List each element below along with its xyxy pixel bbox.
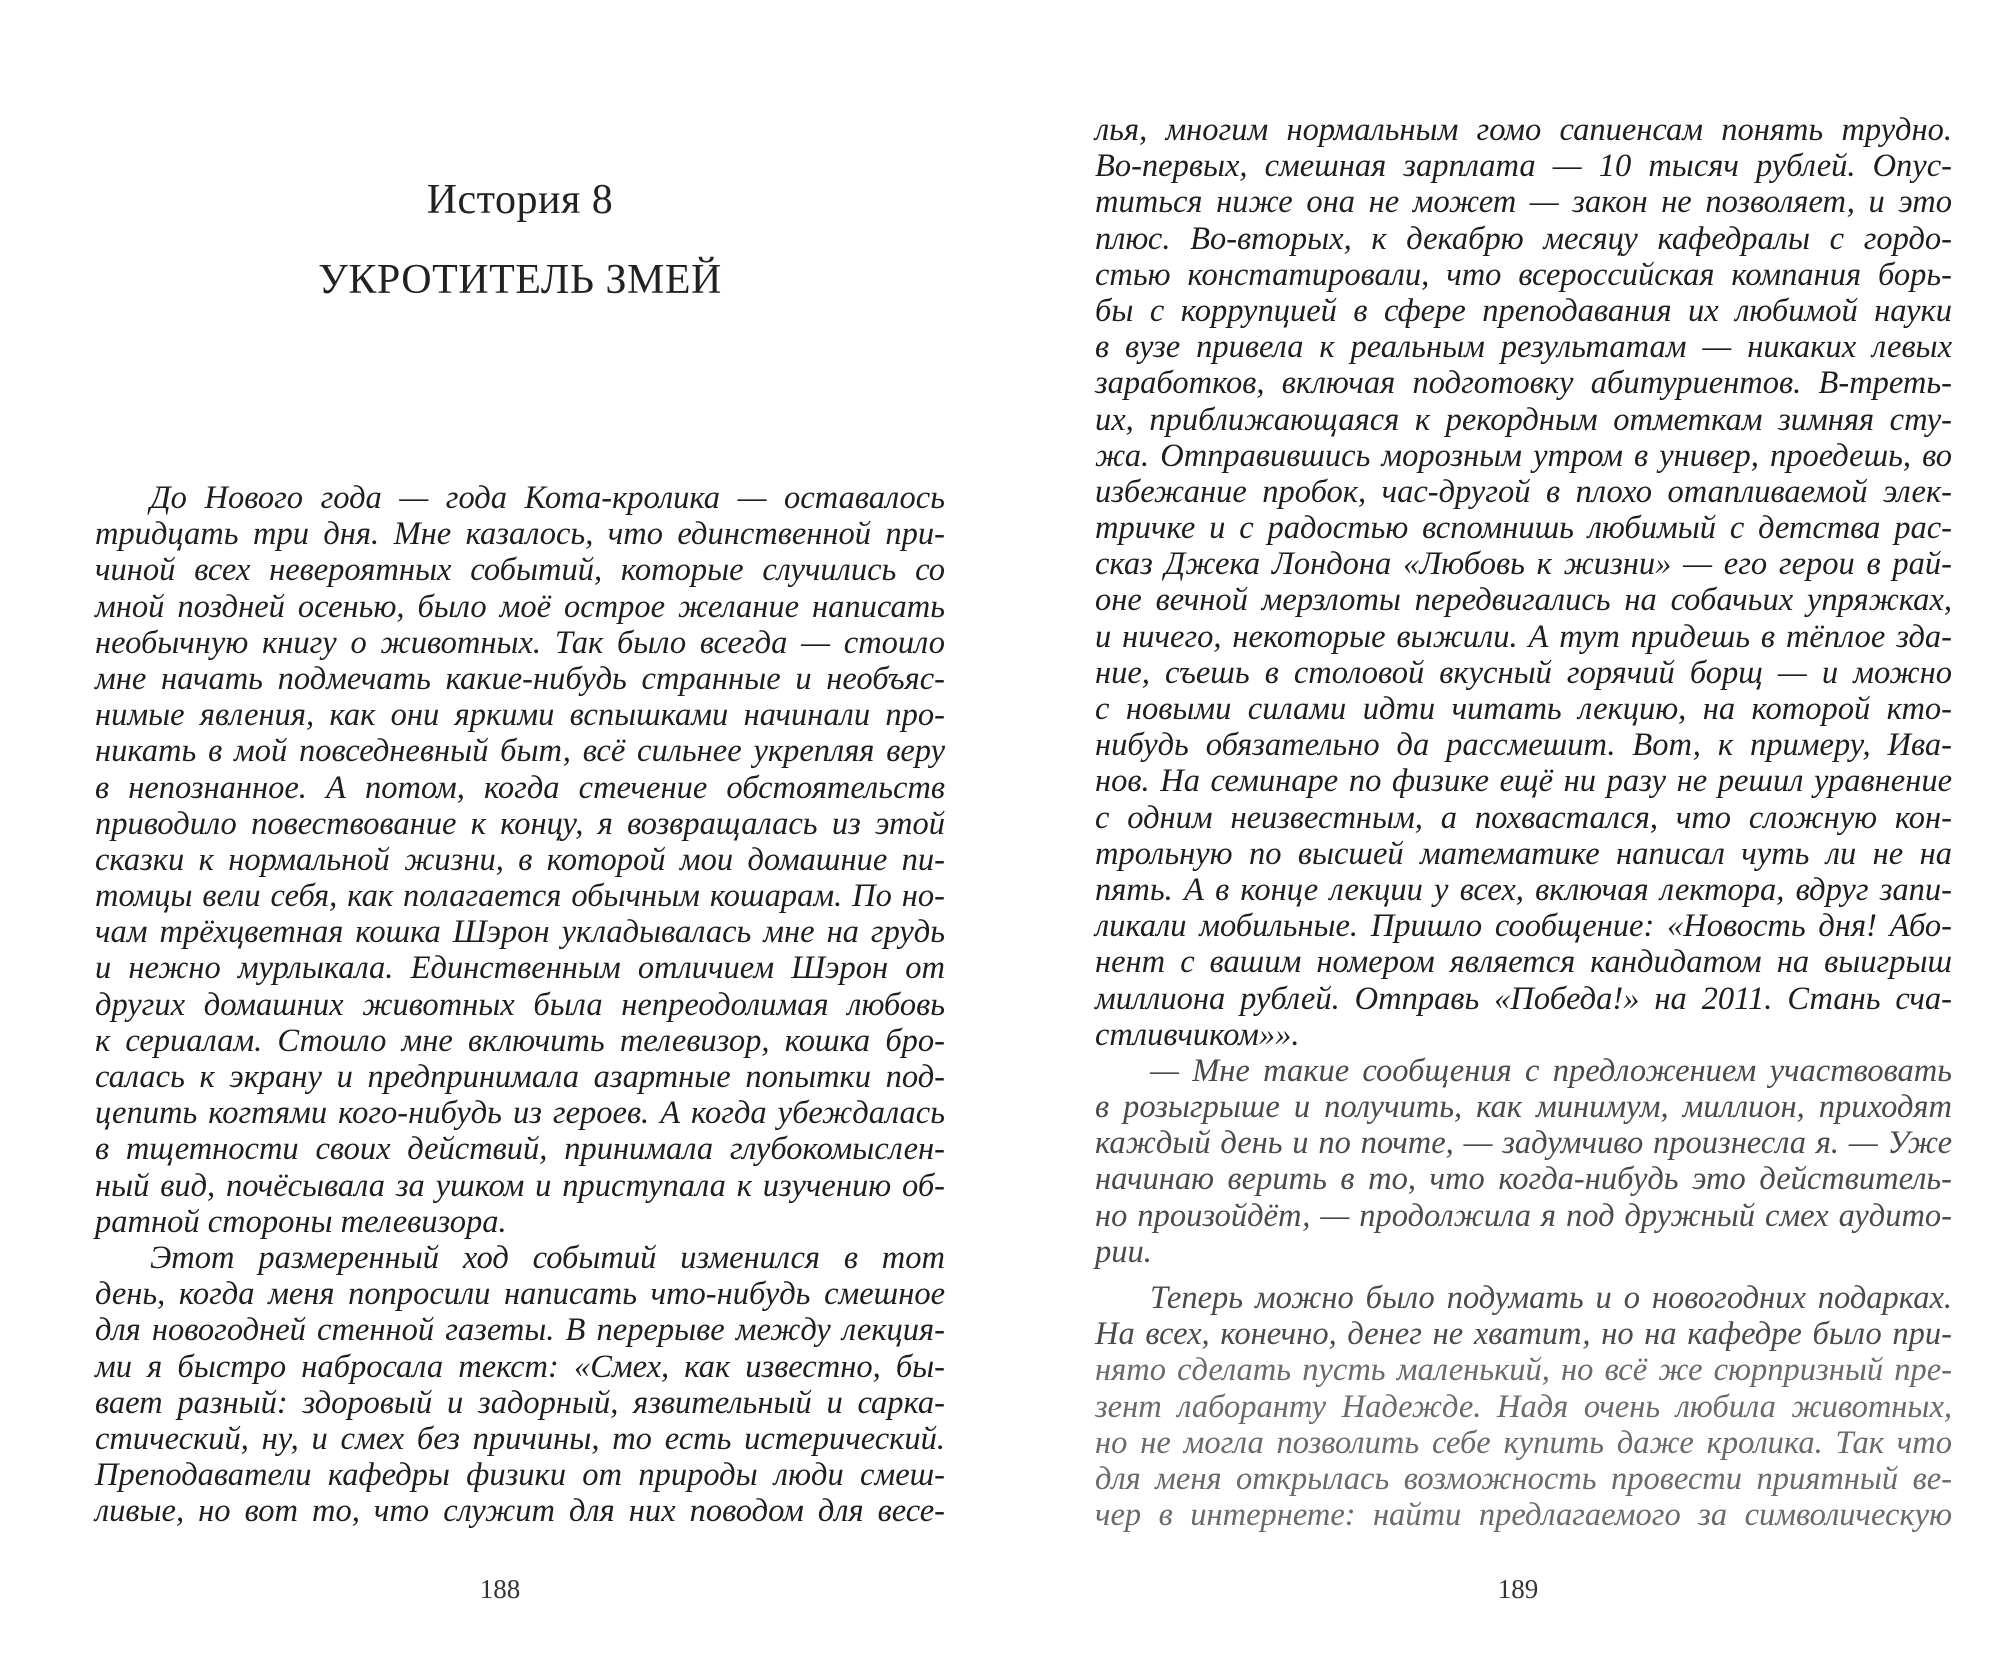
text-line: ный вид, почёсывала за ушком и приступала к изучению об- xyxy=(95,1167,945,1204)
text-line: тридцать три дня. Мне казалось, что единственной при- xyxy=(95,516,945,553)
text-line: день, когда меня попросили написать что-нибудь смешное xyxy=(95,1276,945,1313)
text-line: оне вечной мерзлоты передвигались на собачьих упряжках, xyxy=(1095,582,1952,619)
text-line: На всех, конечно, денег не хватит, но на кафедре было при- xyxy=(1095,1316,1952,1353)
text-line: нент с вашим номером является кандидатом на выигрыш xyxy=(1095,944,1952,981)
page-number: 189 xyxy=(1497,1574,1539,1604)
text-line: томцы вели себя, как полагается обычным кошарам. По но- xyxy=(95,878,945,915)
text-line: Преподаватели кафедры физики от природы люди смеш- xyxy=(95,1457,945,1494)
text-line: мной поздней осенью, было моё острое желание написать xyxy=(95,588,945,625)
text-line: для меня открылась возможность провести приятный ве- xyxy=(1095,1460,1952,1497)
text-line: но произойдёт, — продолжила я под дружный смех аудито- xyxy=(1095,1197,1952,1234)
text-line: ратной стороны телевизора. xyxy=(95,1203,507,1240)
text-line: лья, многим нормальным гомо сапиенсам понять трудно. xyxy=(1095,112,1952,148)
text-line: избежание пробок, час-другой в плохо отапливаемой элек- xyxy=(1095,473,1952,510)
text-line: приводило повествование к концу, я возвращалась из этой xyxy=(95,805,945,842)
right-page-text xyxy=(1095,112,1952,1533)
text-line: ми я быстро набросала текст: «Смех, как известно, бы- xyxy=(95,1348,945,1385)
chapter-title: УКРОТИТЕЛЬ ЗМЕЙ xyxy=(318,257,722,303)
text-line: в тщетности своих действий, принимала глубокомыслен- xyxy=(95,1131,945,1168)
text-line: в розыгрыше и получить, как минимум, миллион, приходят xyxy=(1095,1089,1952,1126)
text-line: нибудь обязательно да рассмешит. Вот, к примеру, Ива- xyxy=(1095,727,1952,764)
text-line: Этот размеренный ход событий изменился в тот xyxy=(150,1239,945,1276)
text-line: вает разный: здоровый и задорный, язвительный и сарка- xyxy=(95,1384,945,1421)
text-line: стью констатировали, что всероссийская компания борь- xyxy=(1095,256,1952,293)
text-line: каждый день и по почте, — задумчиво произнесла я. — Уже xyxy=(1095,1125,1952,1162)
left-page-text xyxy=(95,480,945,1529)
text-line: чам трёхцветная кошка Шэрон укладывалась мне на грудь xyxy=(95,914,945,951)
text-line: чиной всех невероятных событий, которые случились со xyxy=(95,552,945,589)
text-line: цепить когтями кого-нибудь из героев. А когда убеждалась xyxy=(95,1095,945,1132)
text-line: До Нового года — года Кота-кролика — оставалось xyxy=(150,480,945,516)
right-page xyxy=(1000,0,2000,1672)
text-line: ние, съешь в столовой вкусный горячий борщ — и можно xyxy=(1095,654,1952,691)
text-line: салась к экрану и предпринимала азартные попытки под- xyxy=(95,1059,945,1095)
text-line: — Мне такие сообщения с предложением участвовать xyxy=(1150,1052,1952,1089)
text-line: к сериалам. Стоило мне включить телевизор, кошка бро- xyxy=(95,1022,945,1059)
text-line: начинаю верить в то, что когда-нибудь это действитель- xyxy=(1095,1161,1952,1198)
text-line: зент лаборанту Надежде. Надя очень любила животных, xyxy=(1095,1388,1952,1425)
text-line: сказки к нормальной жизни, в которой мои домашние пи- xyxy=(95,841,945,878)
text-line: пять. А в конце лекции у всех, включая лектора, вдруг запи- xyxy=(1095,871,1952,908)
text-line: но не могла позволить себе купить даже кролика. Так что xyxy=(1095,1424,1952,1461)
text-line: необычную книгу о животных. Так было всегда — стоило xyxy=(95,624,945,661)
text-line: трольную по высшей математике написал чуть ли не на xyxy=(1095,835,1952,872)
text-line: тричке и с радостью вспомнишь любимый с детства рас- xyxy=(1095,510,1952,547)
text-line: ливые, но вот то, что служит для них поводом для весе- xyxy=(95,1493,945,1530)
text-line: никать в мой повседневный быт, всё сильнее укрепляя веру xyxy=(95,733,945,770)
text-line: Во-первых, смешная зарплата — 10 тысяч рублей. Опус- xyxy=(1095,148,1952,185)
text-line: с новыми силами идти читать лекцию, на которой кто- xyxy=(1095,691,1952,727)
text-line: их, приближающаяся к рекордным отметкам зимняя сту- xyxy=(1095,401,1952,438)
text-line: плюс. Во-вторых, к декабрю месяцу кафедралы с гордо- xyxy=(1095,220,1952,257)
text-line: и нежно мурлыкала. Единственным отличием Шэрон от xyxy=(95,950,945,987)
text-line: нов. На семинаре по физике ещё ни разу не решил уравнение xyxy=(1095,763,1952,800)
text-line: бы с коррупцией в сфере преподавания их любимой науки xyxy=(1095,292,1952,329)
text-line: Теперь можно было подумать и о новогодних подарках. xyxy=(1150,1280,1952,1316)
chapter-number: История 8 xyxy=(426,177,614,223)
text-line: рии. xyxy=(1095,1233,1152,1270)
text-line: сказ Джека Лондона «Любовь к жизни» — его герои в рай- xyxy=(1095,546,1952,583)
text-line: миллиона рублей. Отправь «Победа!» на 2011. Стань сча- xyxy=(1095,980,1952,1017)
text-line: ликали мобильные. Пришло сообщение: «Новость дня! Або- xyxy=(1095,908,1952,945)
text-line: титься ниже она не может — закон не позволяет, и это xyxy=(1095,184,1952,221)
page-number: 188 xyxy=(479,1574,521,1604)
text-line: в непознанное. А потом, когда стечение обстоятельств xyxy=(95,769,945,806)
text-line: стический, ну, и смех без причины, то есть истерический. xyxy=(95,1420,945,1457)
text-line: жа. Отправившись морозным утром в универ, проедешь, во xyxy=(1095,437,1952,474)
text-line: и ничего, некоторые выжили. А тут придешь в тёплое зда- xyxy=(1095,618,1952,655)
text-line: стливчиком»». xyxy=(1095,1016,1300,1053)
text-line: в вузе привела к реальным результатам — никаких левых xyxy=(1095,329,1952,366)
paragraph-gap xyxy=(1095,1270,1952,1280)
text-line: нято сделать пусть маленький, но всё же сюрпризный пре- xyxy=(1095,1352,1952,1389)
text-line: для новогодней стенной газеты. В перерыве между лекция- xyxy=(95,1312,945,1349)
text-line: мне начать подмечать какие-нибудь странные и необъяс- xyxy=(95,660,945,697)
text-line: заработков, включая подготовку абитуриентов. В-треть- xyxy=(1095,365,1952,402)
text-line: других домашних животных была непреодолимая любовь xyxy=(95,986,945,1023)
text-line: нимые явления, как они яркими вспышками начинали про- xyxy=(95,697,945,734)
text-line: с одним неизвестным, а похвастался, что сложную кон- xyxy=(1095,799,1952,836)
text-line: чер в интернете: найти предлагаемого за символическую xyxy=(1095,1497,1952,1534)
